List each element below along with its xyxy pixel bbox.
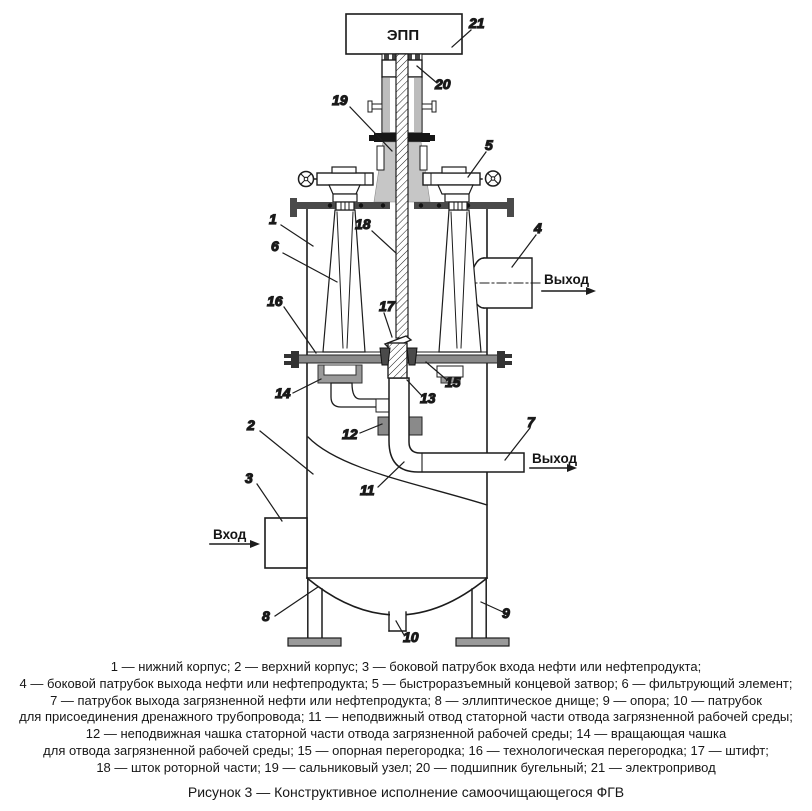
handwheel-left xyxy=(299,167,374,202)
legend-line-7: 18 — шток роторной части; 19 — сальниковый узел; 20 — подшипник бугельный; 21 — электропривод xyxy=(96,759,716,775)
legend-line-4: для присоединения дренажного трубопровода; 11 — неподвижный отвод статорной части отвода загрязненной рабочей среды; xyxy=(19,709,793,725)
callout-8 xyxy=(262,587,318,624)
filter-element-right xyxy=(439,210,481,352)
legend-line-5: 12 — неподвижная чашка статорной части отвода загрязненной рабочей среды; 14 — вращающая чашка xyxy=(85,726,727,742)
svg-text:21: 21 xyxy=(469,15,485,31)
svg-text:4: 4 xyxy=(534,220,542,236)
rotating-cup xyxy=(318,365,362,383)
svg-text:3: 3 xyxy=(245,470,253,486)
inlet-nozzle xyxy=(265,518,307,568)
legend-line-3: 7 — патрубок выхода загрязненной нефти или нефтепродукта; 8 — эллиптическое днище; 9 — опора; 10 — патрубок xyxy=(50,692,762,708)
rotor-shaft xyxy=(396,54,408,338)
svg-text:15: 15 xyxy=(445,374,461,390)
svg-text:13: 13 xyxy=(420,390,436,406)
flow-label-outlet-dirty xyxy=(530,451,578,472)
svg-text:1: 1 xyxy=(269,211,277,227)
callout-6 xyxy=(271,238,337,282)
svg-text:14: 14 xyxy=(275,385,291,401)
callout-14 xyxy=(275,379,321,401)
callout-2 xyxy=(246,417,313,474)
callout-12 xyxy=(342,424,382,442)
shaft-coupling xyxy=(380,343,417,378)
svg-text:9: 9 xyxy=(502,605,510,621)
svg-text:20: 20 xyxy=(435,76,451,92)
svg-text:2: 2 xyxy=(247,417,255,433)
outlet-clean-arrow-icon xyxy=(586,287,596,295)
callout-3 xyxy=(245,470,282,521)
handwheel-right xyxy=(423,167,501,202)
svg-text:12: 12 xyxy=(342,426,358,442)
legend xyxy=(0,659,812,777)
outlet-dirty-label: Выход xyxy=(532,451,578,466)
svg-text:17: 17 xyxy=(379,298,395,314)
svg-text:5: 5 xyxy=(485,137,493,153)
cup-elbow-pipe xyxy=(331,383,390,412)
outlet-clean-label: Выход xyxy=(544,272,590,287)
flow-label-outlet-clean xyxy=(542,272,596,295)
svg-text:18: 18 xyxy=(355,216,371,232)
dirty-outlet-pipe xyxy=(389,378,524,472)
legend-line-2: 4 — боковой патрубок выхода нефти или нефтепродукта; 5 — быстроразъемный концевой затвор; 6 — фильтрующий элемент; xyxy=(19,675,793,691)
figure-caption: Рисунок 3 — Конструктивное исполнение самоочищающегося ФГВ xyxy=(187,784,625,800)
inlet-label: Вход xyxy=(213,527,247,542)
legend-line-1: 1 — нижний корпус; 2 — верхний корпус; 3 — боковой патрубок входа нефти или нефтепродукта; xyxy=(110,659,702,674)
inlet-arrow-icon xyxy=(250,540,260,548)
flow-label-inlet xyxy=(210,527,260,548)
callout-18 xyxy=(355,216,396,253)
svg-text:7: 7 xyxy=(527,414,535,430)
legend-line-6: для отвода загрязненной рабочей среды; 15 — опорная перегородка; 16 — технологическая перегородка; 17 — штифт; xyxy=(43,742,769,758)
svg-text:10: 10 xyxy=(403,629,419,645)
callout-17 xyxy=(379,298,396,337)
drive-label: ЭПП xyxy=(386,27,420,44)
svg-text:11: 11 xyxy=(360,482,375,498)
svg-text:19: 19 xyxy=(332,92,348,108)
callout-9 xyxy=(481,602,510,621)
callout-13 xyxy=(407,380,436,406)
callout-16 xyxy=(267,293,316,353)
svg-text:6: 6 xyxy=(271,238,279,254)
callout-5 xyxy=(468,137,493,177)
svg-text:16: 16 xyxy=(267,293,283,309)
svg-text:8: 8 xyxy=(262,608,270,624)
